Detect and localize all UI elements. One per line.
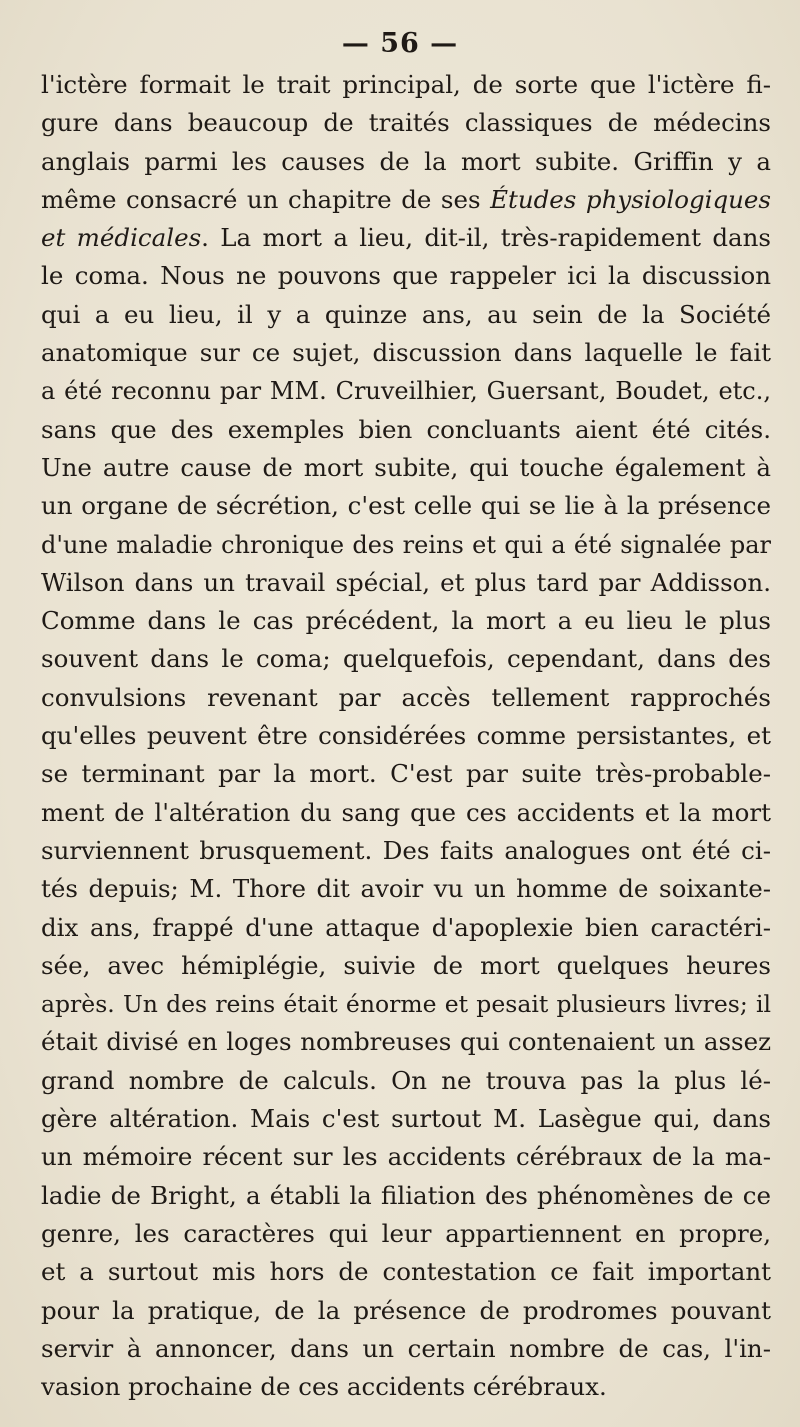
text-line: se terminant par la mort. C'est par suite très-probable- [41, 759, 771, 789]
book-title-italic: Études physiologiques [490, 184, 771, 214]
text-line: Comme dans le cas précédent, la mort a eu lieu le plus [41, 606, 771, 636]
text-line: ment de l'altération du sang que ces accidents et la mort [41, 797, 771, 827]
text-line: convulsions revenant par accès tellement rapprochés [41, 682, 771, 712]
book-title-italic-cont: et médicales [41, 223, 202, 253]
text-line: l'ictère formait le trait principal, de sorte que l'ictère fi- [41, 70, 771, 99]
text-line: un organe de sécrétion, c'est celle qui se lie à la présence [41, 491, 771, 521]
text-line: anglais parmi les causes de la mort subite. Griffin y a [41, 146, 771, 176]
text-line: gère altération. Mais c'est surtout M. Lasègue qui, dans [41, 1104, 771, 1134]
text-line: grand nombre de calculs. On ne trouva pas la plus lé- [41, 1065, 771, 1095]
body-text [41, 66, 771, 1406]
text-line: sans que des exemples bien concluants aient été cités. [41, 414, 771, 444]
text-line: Une autre cause de mort subite, qui touche également à [41, 452, 771, 482]
text-line: Wilson dans un travail spécial, et plus tard par Addisson. [41, 567, 771, 597]
text-line: était divisé en loges nombreuses qui contenaient un assez [41, 1027, 771, 1057]
text-line: qu'elles peuvent être considérées comme persistantes, et [41, 721, 771, 751]
text-line: gure dans beaucoup de traités classiques de médecins [41, 108, 771, 138]
text-line: et a surtout mis hors de contestation ce fait important [41, 1257, 771, 1287]
text-line: anatomique sur ce sujet, discussion dans laquelle le fait [41, 338, 771, 368]
text-line: surviennent brusquement. Des faits analogues ont été ci- [41, 835, 771, 865]
text-line [41, 219, 771, 257]
text-line: souvent dans le coma; quelquefois, cependant, dans des [41, 644, 771, 674]
text-line [41, 181, 771, 219]
text-line: qui a eu lieu, il y a quinze ans, au sein de la Société [41, 299, 771, 329]
page-number: — 56 — [341, 28, 459, 59]
text-line: dix ans, frappé d'une attaque d'apoplexie bien caractéri- [41, 912, 771, 942]
text-run: même consacré un chapitre de ses [41, 184, 491, 214]
text-line: après. Un des reins était énorme et pesait plusieurs livres; il [41, 990, 771, 1019]
text-line: vasion prochaine de ces accidents cérébraux. [41, 1372, 607, 1402]
text-line: tés depuis; M. Thore dit avoir vu un homme de soixante- [41, 874, 771, 904]
text-line: un mémoire récent sur les accidents cérébraux de la ma- [41, 1142, 771, 1172]
text-line: genre, les caractères qui leur appartiennent en propre, [41, 1218, 771, 1248]
text-line: d'une maladie chronique des reins et qui a été signalée par [41, 530, 771, 559]
text-line: pour la pratique, de la présence de prodromes pouvant [41, 1295, 771, 1325]
text-line: ladie de Bright, a établi la filiation des phénomènes de ce [41, 1180, 771, 1210]
text-run: . La mort a lieu, dit-il, très-rapidement dans [201, 223, 771, 253]
text-line: le coma. Nous ne pouvons que rappeler ici la discussion [41, 261, 771, 291]
text-line: sée, avec hémiplégie, suivie de mort quelques heures [41, 950, 771, 980]
text-line: servir à annoncer, dans un certain nombre de cas, l'in- [41, 1333, 771, 1363]
text-line: a été reconnu par MM. Cruveilhier, Guersant, Boudet, etc., [41, 377, 771, 406]
